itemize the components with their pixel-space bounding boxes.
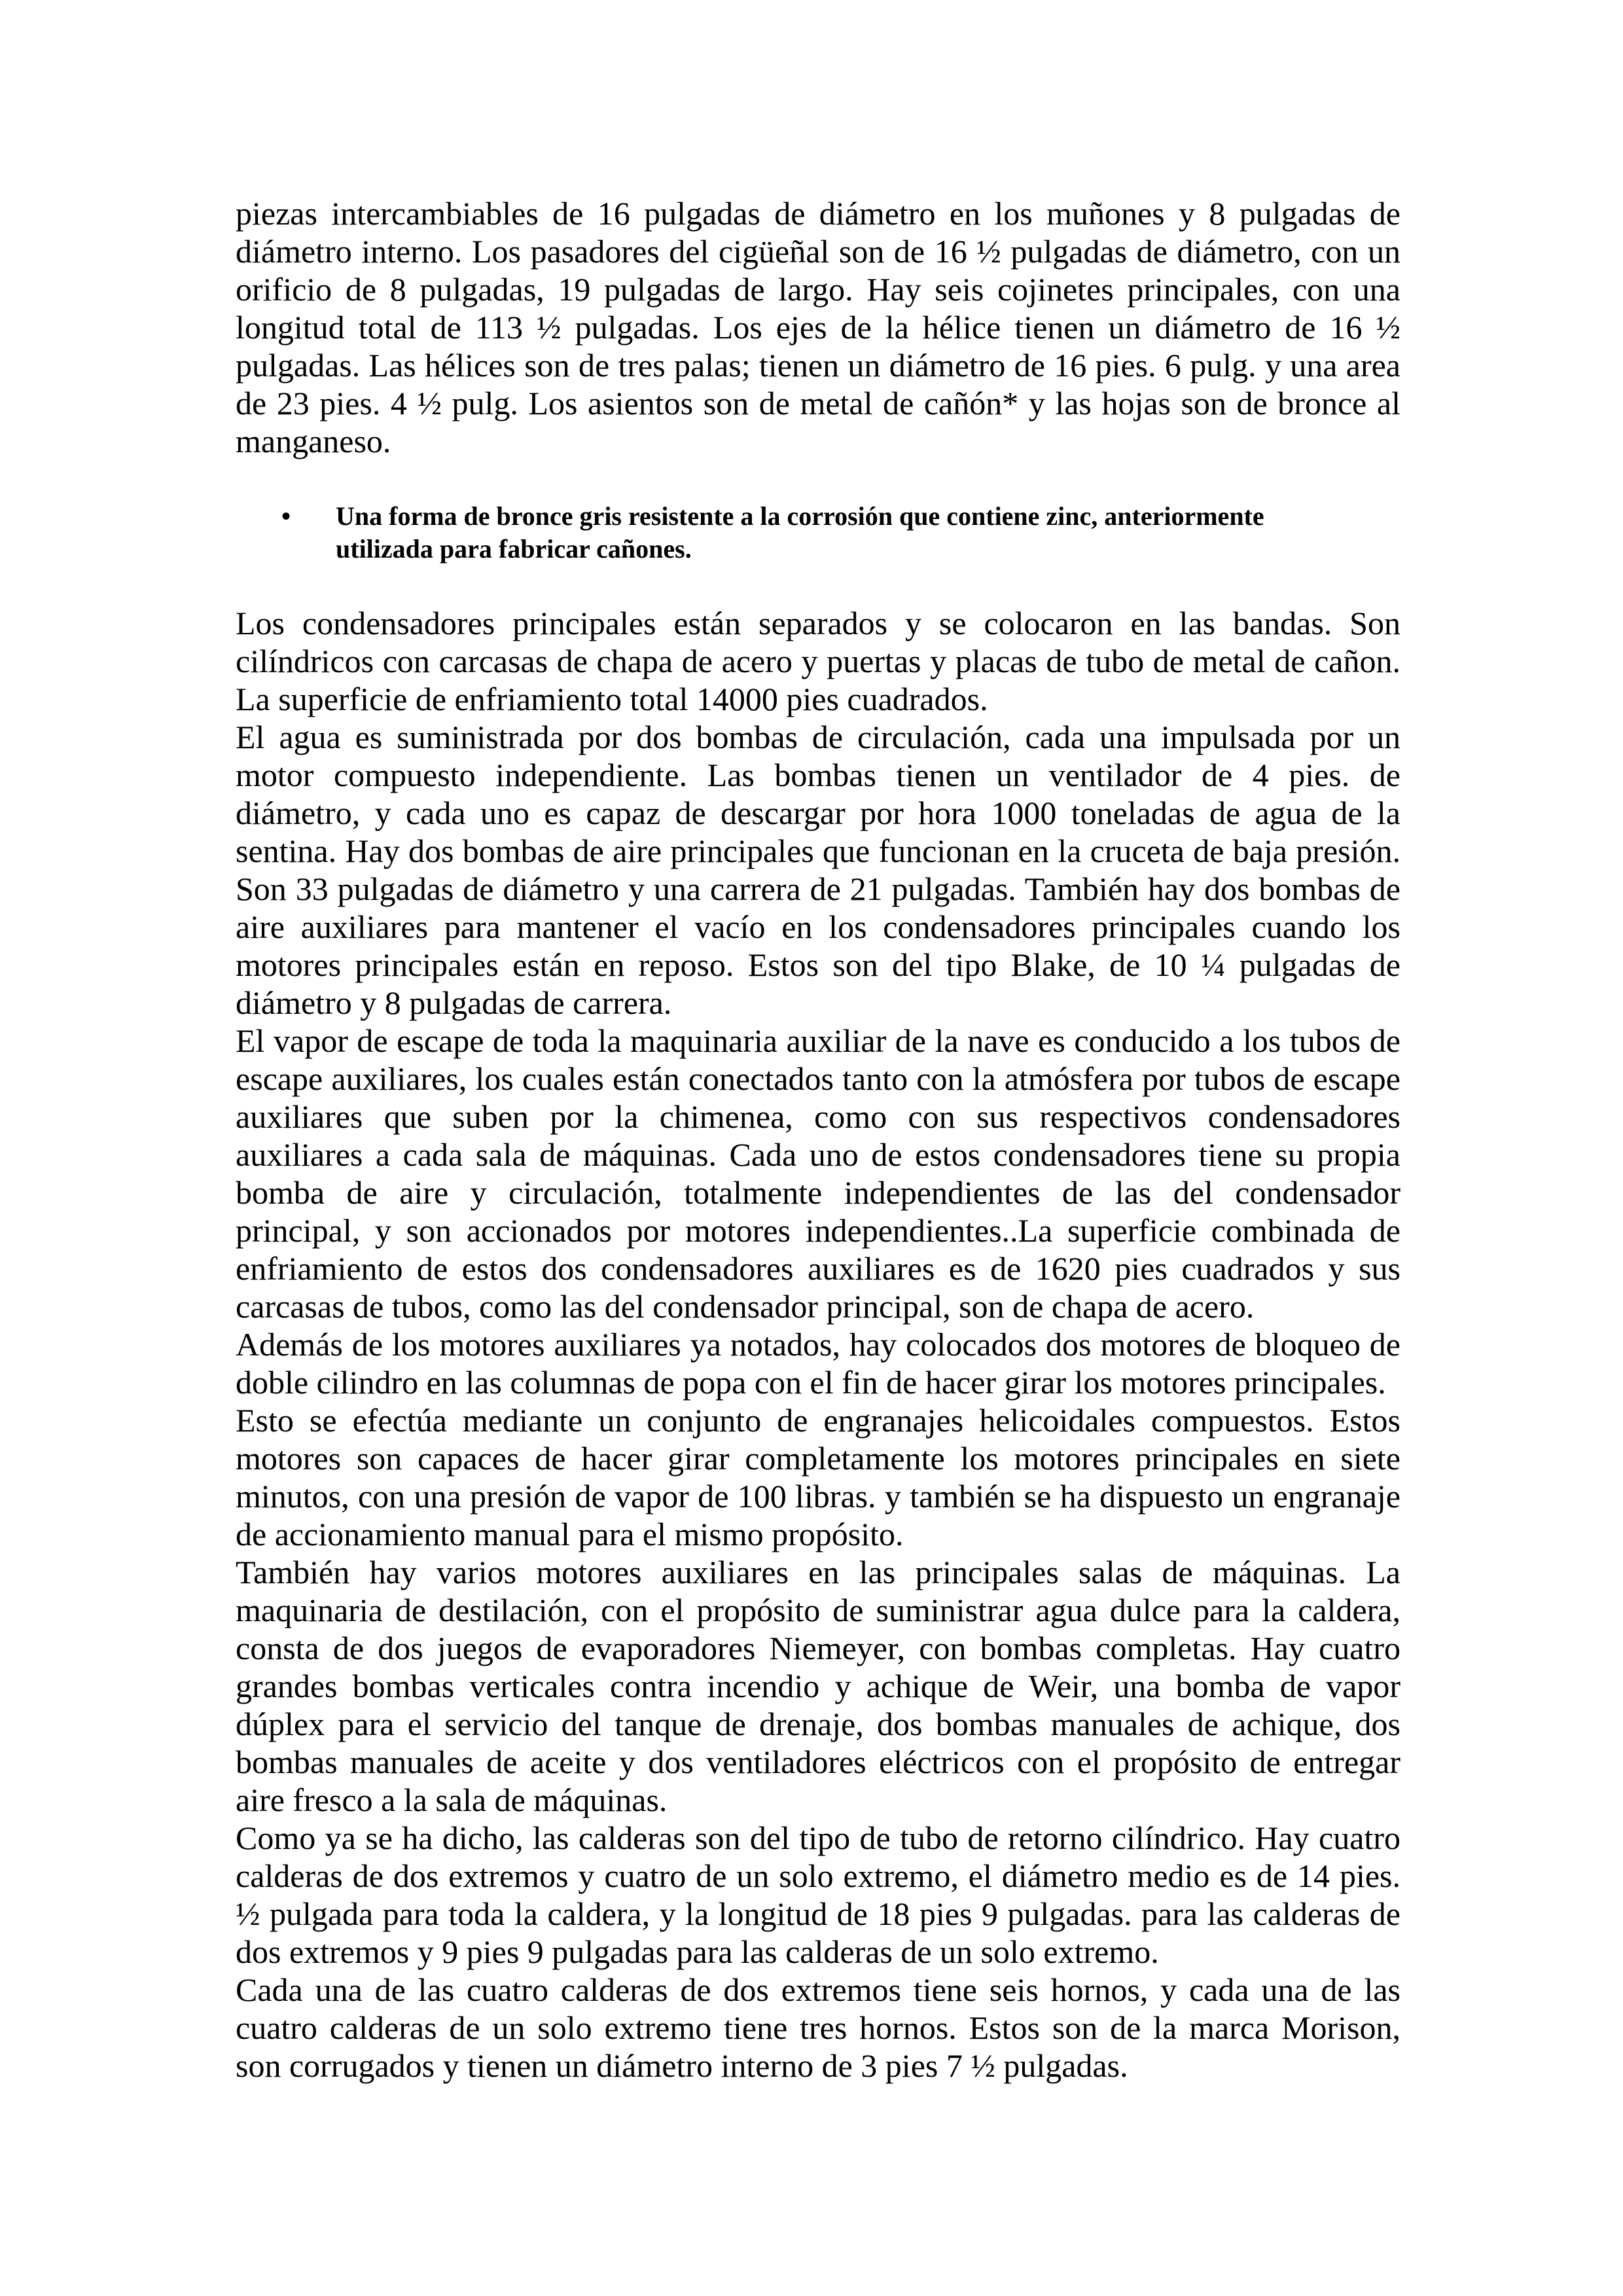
text-line: motores son capaces de hacer girar completamente los motores principales en siete <box>236 1440 1400 1477</box>
text-line: aire fresco a la sala de máquinas. <box>236 1782 668 1818</box>
text-line: pulgadas. Las hélices son de tres palas; tienen un diámetro de 16 pies. 6 pulg. y una area <box>236 347 1400 384</box>
text-line: cuatro calderas de un solo extremo tiene tres hornos. Estos son de la marca Morison, <box>236 2009 1400 2046</box>
text-line: motor compuesto independiente. Las bombas tienen un ventilador de 4 pies. de <box>236 757 1400 793</box>
text-line: auxiliares que suben por la chimenea, como con sus respectivos condensadores <box>236 1098 1400 1135</box>
text-line: de accionamiento manual para el mismo propósito. <box>236 1516 904 1552</box>
text-line: diámetro interno. Los pasadores del cigüeñal son de 16 ½ pulgadas de diámetro, con un <box>236 233 1400 270</box>
text-line: aire auxiliares para mantener el vacío en los condensadores principales cuando los <box>236 908 1400 945</box>
text-line: bomba de aire y circulación, totalmente independientes de las del condensador <box>236 1174 1400 1211</box>
text-line: orificio de 8 pulgadas, 19 pulgadas de largo. Hay seis cojinetes principales, con una <box>236 271 1400 308</box>
text-line: Esto se efectúa mediante un conjunto de engranajes helicoidales compuestos. Estos <box>236 1402 1400 1439</box>
text-line: Además de los motores auxiliares ya notados, hay colocados dos motores de bloqueo de <box>236 1326 1400 1363</box>
text-line: sentina. Hay dos bombas de aire principales que funcionan en la cruceta de baja presión. <box>236 833 1400 869</box>
text-line: diámetro, y cada uno es capaz de descargar por hora 1000 toneladas de agua de la <box>236 795 1400 831</box>
text-line: principal, y son accionados por motores independientes..La superficie combinada de <box>236 1212 1400 1249</box>
text-line: son corrugados y tienen un diámetro interno de 3 pies 7 ½ pulgadas. <box>236 2047 1128 2084</box>
text-line: grandes bombas verticales contra incendio y achique de Weir, una bomba de vapor <box>236 1668 1400 1704</box>
text-line: dos extremos y 9 pies 9 pulgadas para las calderas de un solo extremo. <box>236 1933 1159 1970</box>
text-line: cilíndricos con carcasas de chapa de acero y puertas y placas de tubo de metal de cañon. <box>236 643 1400 679</box>
text-line: diámetro y 8 pulgadas de carrera. <box>236 984 672 1021</box>
text-line: longitud total de 113 ½ pulgadas. Los ejes de la hélice tienen un diámetro de 16 ½ <box>236 309 1400 346</box>
text-line: calderas de dos extremos y cuatro de un solo extremo, el diámetro medio es de 14 pies. <box>236 1857 1400 1894</box>
text-line: El agua es suministrada por dos bombas de circulación, cada una impulsada por un <box>236 719 1400 755</box>
text-line: minutos, con una presión de vapor de 100 libras. y también se ha dispuesto un engranaje <box>236 1478 1400 1515</box>
footnote-line: Una forma de bronce gris resistente a la corrosión que contiene zinc, anteriormente <box>336 501 1264 531</box>
text-line: El vapor de escape de toda la maquinaria auxiliar de la nave es conducido a los tubos de <box>236 1022 1400 1059</box>
text-line: dúplex para el servicio del tanque de drenaje, dos bombas manuales de achique, dos <box>236 1706 1400 1742</box>
text-line: consta de dos juegos de evaporadores Niemeyer, con bombas completas. Hay cuatro <box>236 1630 1400 1666</box>
bullet-icon: • <box>281 501 291 531</box>
paragraph-condensers-boilers <box>236 604 1400 2085</box>
text-line: enfriamiento de estos dos condensadores auxiliares es de 1620 pies cuadrados y sus <box>236 1250 1400 1287</box>
text-line: auxiliares a cada sala de máquinas. Cada uno de estos condensadores tiene su propia <box>236 1136 1400 1173</box>
text-line: Son 33 pulgadas de diámetro y una carrera de 21 pulgadas. También hay dos bombas de <box>236 870 1400 907</box>
text-line: La superficie de enfriamiento total 14000 pies cuadrados. <box>236 681 988 717</box>
text-line: Cada una de las cuatro calderas de dos extremos tiene seis hornos, y cada una de las <box>236 1971 1400 2008</box>
text-line: También hay varios motores auxiliares en las principales salas de máquinas. La <box>236 1554 1400 1590</box>
text-line: motores principales están en reposo. Estos son del tipo Blake, de 10 ¼ pulgadas de <box>236 946 1400 983</box>
text-line: de 23 pies. 4 ½ pulg. Los asientos son de metal de cañón* y las hojas son de bronce al <box>236 385 1400 422</box>
text-line: Los condensadores principales están separados y se colocaron en las bandas. Son <box>236 605 1400 641</box>
text-line: manganeso. <box>236 423 391 459</box>
footnote-line: utilizada para fabricar cañones. <box>336 534 692 564</box>
paragraph-propellers <box>236 194 1400 460</box>
text-line: maquinaria de destilación, con el propósito de suministrar agua dulce para la caldera, <box>236 1592 1400 1628</box>
text-line: piezas intercambiables de 16 pulgadas de diámetro en los muñones y 8 pulgadas de <box>236 195 1400 232</box>
text-line: escape auxiliares, los cuales están conectados tanto con la atmósfera por tubos de escape <box>236 1060 1400 1097</box>
text-line: ½ pulgada para toda la caldera, y la longitud de 18 pies 9 pulgadas. para las calderas de <box>236 1895 1400 1932</box>
text-line: bombas manuales de aceite y dos ventiladores eléctricos con el propósito de entregar <box>236 1744 1400 1780</box>
text-line: carcasas de tubos, como las del condensador principal, son de chapa de acero. <box>236 1288 1255 1325</box>
text-line: Como ya se ha dicho, las calderas son del tipo de tubo de retorno cilíndrico. Hay cuatro <box>236 1820 1400 1856</box>
text-line: doble cilindro en las columnas de popa con el fin de hacer girar los motores principales. <box>236 1364 1386 1401</box>
